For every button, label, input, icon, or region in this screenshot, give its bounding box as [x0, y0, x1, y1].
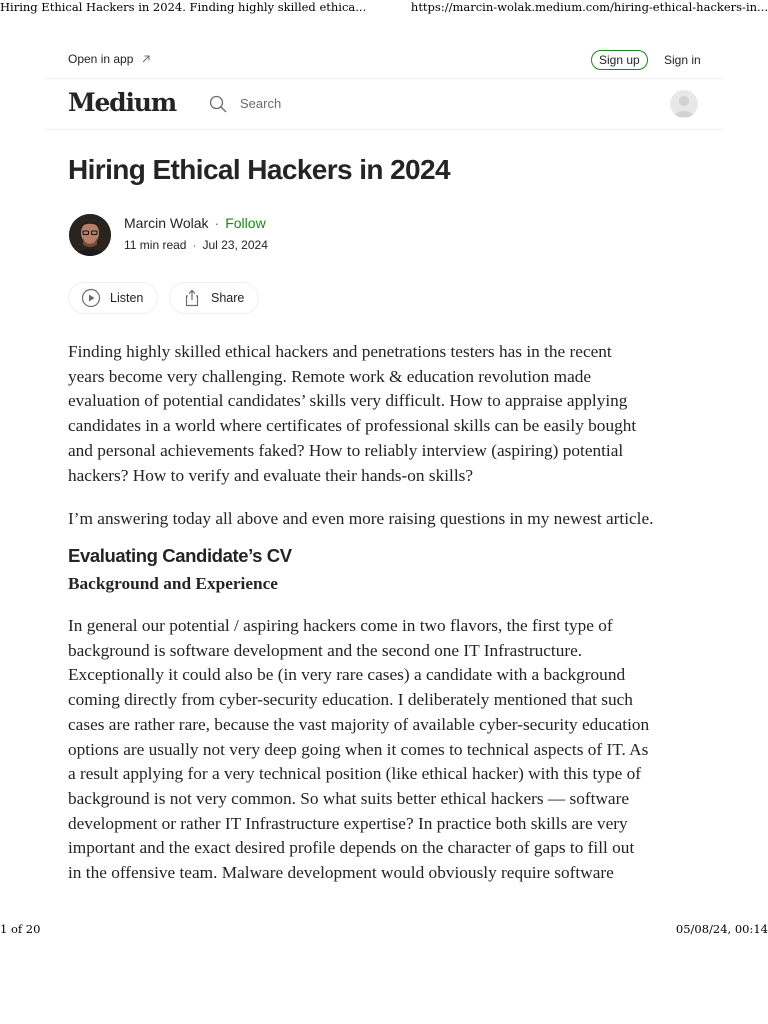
print-page-title: Hiring Ethical Hackers in 2024. Finding highly skilled ethica... [0, 0, 367, 14]
share-icon [182, 288, 202, 308]
paragraph-line: important and the exact desired profile depends on the character of gaps to fill out [68, 838, 635, 858]
author-line [124, 215, 266, 231]
nav-bar [46, 79, 722, 130]
top-bar [46, 42, 722, 79]
search-input[interactable]: Search [240, 96, 282, 111]
paragraph-line: Exceptionally it could also be (in very rare cases) a candidate with a background [68, 665, 626, 685]
paragraph-line: In general our potential / aspiring hackers come in two flavors, the first type of [68, 616, 613, 635]
section-subheading: Background and Experience [68, 574, 278, 593]
article-title: Hiring Ethical Hackers in 2024 [68, 154, 450, 185]
article-paragraph-1 [68, 340, 704, 488]
paragraph-line: coming directly from cyber-security education. I deliberately mentioned that such [68, 690, 633, 710]
paragraph-line: Finding highly skilled ethical hackers and penetrations testers has in the recent [68, 342, 612, 361]
article-paragraph-3 [68, 614, 704, 886]
paragraph-line: cases are rather rare, because the vast majority of available cyber-security education [68, 714, 650, 734]
paragraph-line: I’m answering today all above and even more raising questions in my newest article. [68, 509, 654, 528]
sign-up-button[interactable]: Sign up [591, 50, 648, 70]
print-header [0, 0, 768, 14]
paragraph-line: years become very challenging. Remote work & education revolution made [68, 366, 592, 386]
sign-in-link[interactable]: Sign in [664, 53, 701, 67]
print-timestamp: 05/08/24, 00:14 [675, 922, 768, 936]
paragraph-line: background is not very common. So what suits better ethical hackers — software [68, 788, 630, 808]
share-button[interactable] [169, 282, 259, 314]
share-label: Share [211, 291, 245, 305]
print-page-number: 1 of 20 [0, 922, 41, 936]
arrow-up-right-icon [141, 54, 151, 64]
publish-date: Jul 23, 2024 [202, 238, 268, 252]
medium-logo[interactable]: Medium [68, 88, 176, 117]
paragraph-line: in the offensive team. Malware development would obviously require software [68, 863, 614, 883]
paragraph-line: candidates in a world where certificates of professional skills can be easily bought [68, 416, 637, 436]
user-avatar-icon [670, 90, 698, 118]
article-meta [124, 238, 268, 252]
separator-dot: · [192, 238, 197, 252]
paragraph-line: development or rather IT Infrastructure expertise? In practice both skills are very [68, 813, 628, 833]
author-avatar[interactable] [69, 214, 111, 256]
open-in-app-label: Open in app [68, 52, 134, 66]
listen-button[interactable] [68, 282, 158, 314]
paragraph-line: background is software development and the second one IT Infrastructure. [68, 640, 583, 660]
separator-dot: · [214, 215, 220, 231]
paragraph-line: a result applying for a very technical position (like ethical hacker) with this type of [68, 764, 641, 784]
paragraph-line: evaluation of potential candidates’ skills very difficult. How to appraise applying [68, 391, 628, 411]
print-footer [0, 922, 768, 936]
paragraph-line: options are usually not very deep going when it comes to technical aspects of IT. As [68, 739, 649, 759]
listen-label: Listen [110, 291, 144, 305]
search-icon[interactable] [208, 94, 228, 114]
author-photo [69, 214, 111, 256]
open-in-app-link[interactable] [68, 52, 151, 66]
play-circle-icon [81, 288, 101, 308]
section-heading: Evaluating Candidate’s CV [68, 545, 292, 566]
article-paragraph-2 [68, 507, 704, 532]
author-name[interactable]: Marcin Wolak [124, 215, 209, 231]
user-avatar-button[interactable] [670, 90, 698, 118]
print-page-url: https://marcin-wolak.medium.com/hiring-ethical-hackers-in... [410, 0, 768, 14]
read-time: 11 min read [124, 238, 187, 252]
paragraph-line: and personal achievements faked? How to reliably interview (aspiring) potential [68, 440, 624, 460]
follow-button[interactable]: Follow [225, 215, 266, 231]
paragraph-line: hackers? How to verify and evaluate their hands-on skills? [68, 465, 474, 485]
